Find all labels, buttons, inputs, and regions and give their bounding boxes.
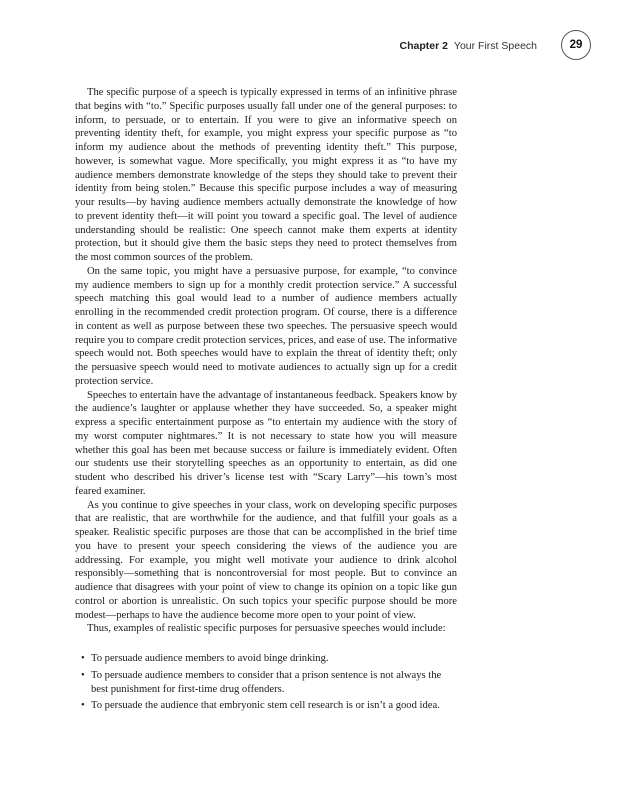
bullet-list [75,652,457,713]
paragraph: Thus, examples of realistic specific purposes for persuasive speeches would include: [87,623,446,635]
bullet-icon: • [81,669,85,681]
list-item-text: To persuade audience members to avoid binge drinking. [91,653,329,664]
list-item-text: To persuade audience members to consider that a prison sentence is not always the best punishment for first-time drug offenders. [91,669,442,695]
list-item [75,699,457,713]
body-text [75,86,457,716]
paragraph: The specific purpose of a speech is typically expressed in terms of an infinitive phrase that begins with “to.” Specific purposes usually fall under one of the general purposes: to inform, to persuade, or to entertain. If you were to give an informative speech on preventing identity theft, for example, you might express your specific purpose as “to inform my audience about the methods of preventing identity theft.” This purpose, however, is somewhat vague. More specifically, you might express it as “to have my audience members demonstrate knowledge of the steps they should take to prevent their identity from being stolen.” Because this specific purpose includes a way of measuring your results—by having audience members actually demonstrate the knowledge of how to prevent identity theft—it will point you toward a specific goal. The level of audience understanding should be realistic: One speech cannot make them experts at identity protection, but it should give them the basic steps they need to protect themselves from the most common sources of the problem. [75,87,457,263]
page-number: 29 [561,30,591,60]
chapter-number: Chapter 2 [399,40,448,52]
running-head [399,40,537,52]
list-item-text: To persuade the audience that embryonic stem cell research is or isn’t a good idea. [91,700,440,712]
paragraph: As you continue to give speeches in your class, work on developing specific purposes that are realistic, that are worthwhile for the audience, and that fulfill your goals as a speaker. Realistic specific purposes are those that can be accomplished in the brief time you have to present your speech considering the views of the audience you are addressing. For example, you might well motivate your audience to drink alcohol responsibly—something that is noncontroversial for most people. But to convince an audience that disagrees with your point of view to change its opinion on a topic like gun control or abortion is unrealistic. On such topics your specific purpose should be more modest—perhaps to have the audience become more open to your point of view. [75,499,457,621]
bullet-icon: • [81,653,85,664]
paragraph: On the same topic, you might have a persuasive purpose, for example, “to convince my audience members to sign up for a monthly credit protection service.” A successful speech matching this goal would lead to a number of audience members actually enrolling in the recommended credit protection program. Of course, there is a difference in content as well as purpose between these two speeches. The persuasive speech would require you to compare credit protection services, prices, and ease of use. The informative speech would not. Both speeches would have to explain the threat of identity theft; only the persuasive speech would need to motivate audiences to actually sign up for a credit protection service. [75,265,457,387]
page-header [40,36,593,58]
list-item [75,669,457,697]
chapter-title: Your First Speech [453,40,537,52]
paragraph: Speeches to entertain have the advantage of instantaneous feedback. Speakers know by the audience’s laughter or applause whether they have succeeded. So, a speaker might express a specific entertainment purpose as “to entertain my audience with the story of my worst computer nightmares.” It is not necessary to state how you will measure whether this goal has been met because success or failure is immediately evident. Often our students use their storytelling speeches as an opportunity to entertain, as did one student who described his driver’s license test with “Scary Larry”—his town’s most feared examiner. [75,389,457,497]
list-item [75,652,457,666]
bullet-icon: • [81,700,85,712]
